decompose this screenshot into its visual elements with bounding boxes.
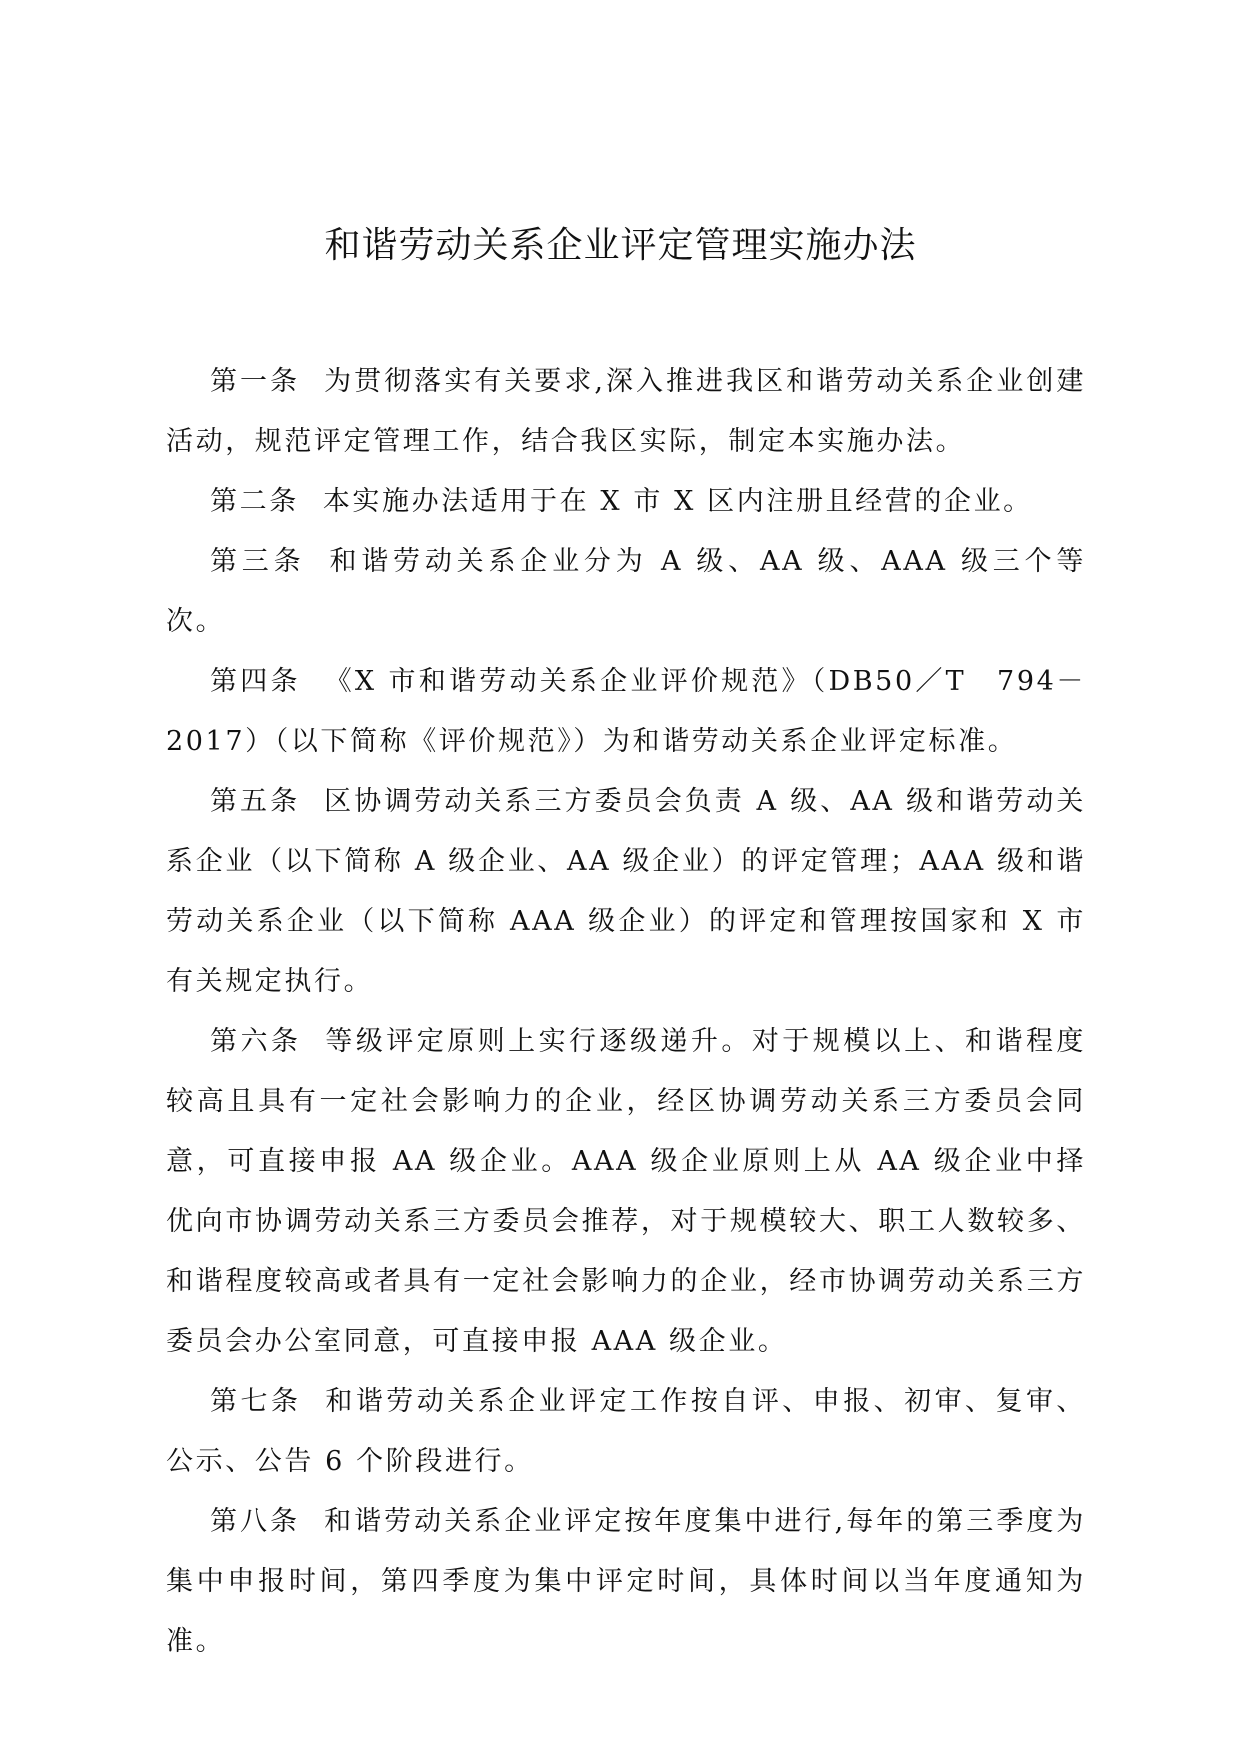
article-1: [166, 352, 1086, 472]
article-label: 第六条: [210, 1026, 302, 1057]
article-text: 《X 市和谐劳动关系企业评价规范》（DB50／T 794－2017）（以下简称《评价规范》）为和谐劳动关系企业评定标准。: [166, 666, 1086, 757]
article-8: [166, 1492, 1086, 1672]
article-label: 第二条: [210, 486, 299, 517]
article-7: [166, 1372, 1086, 1492]
article-label: 第七条: [210, 1386, 302, 1417]
article-label: 第四条: [210, 666, 301, 697]
article-6: [166, 1012, 1086, 1372]
article-text: 本实施办法适用于在 X 市 X 区内注册且经营的企业。: [322, 486, 1033, 517]
article-text: 和谐劳动关系企业评定按年度集中进行,每年的第三季度为集中申报时间，第四季度为集中评定时间，具体时间以当年度通知为准。: [166, 1506, 1086, 1657]
article-text: 和谐劳动关系企业分为 A 级、AA 级、AAA 级三个等次。: [166, 546, 1086, 637]
article-text: 和谐劳动关系企业评定工作按自评、申报、初审、复审、公示、公告 6 个阶段进行。: [166, 1386, 1087, 1477]
article-3: [166, 532, 1086, 652]
document-title: 和谐劳动关系企业评定管理实施办法: [324, 225, 917, 266]
article-text: 为贯彻落实有关要求,深入推进我区和谐劳动关系企业创建活动，规范评定管理工作，结合我区实际，制定本实施办法。: [166, 366, 1086, 457]
document-body: [166, 352, 1086, 1672]
article-2: [166, 472, 1086, 532]
article-text: 等级评定原则上实行逐级递升。对于规模以上、和谐程度较高且具有一定社会影响力的企业，经区协调劳动关系三方委员会同意，可直接申报 AA 级企业。AAA 级企业原则上从 AA 级企业中择优向市协调劳动关系三方委员会推荐，对于规模较大、职工人数较多、和谐程度较高或者具有一定社会影响力的企业，经市协调劳动关系三方委员会办公室同意，可直接申报 AAA 级企业。: [166, 1026, 1087, 1357]
article-label: 第八条: [210, 1506, 301, 1537]
article-label: 第一条: [210, 366, 301, 397]
article-label: 第五条: [210, 786, 301, 817]
article-label: 第三条: [210, 546, 306, 577]
article-5: [166, 772, 1086, 1012]
article-text: 区协调劳动关系三方委员会负责 A 级、AA 级和谐劳动关系企业（以下简称 A 级企业、AA 级企业）的评定管理；AAA 级和谐劳动关系企业（以下简称 AAA 级企业）的评定和管理按国家和 X 市有关规定执行。: [166, 786, 1086, 997]
article-4: [166, 652, 1086, 772]
